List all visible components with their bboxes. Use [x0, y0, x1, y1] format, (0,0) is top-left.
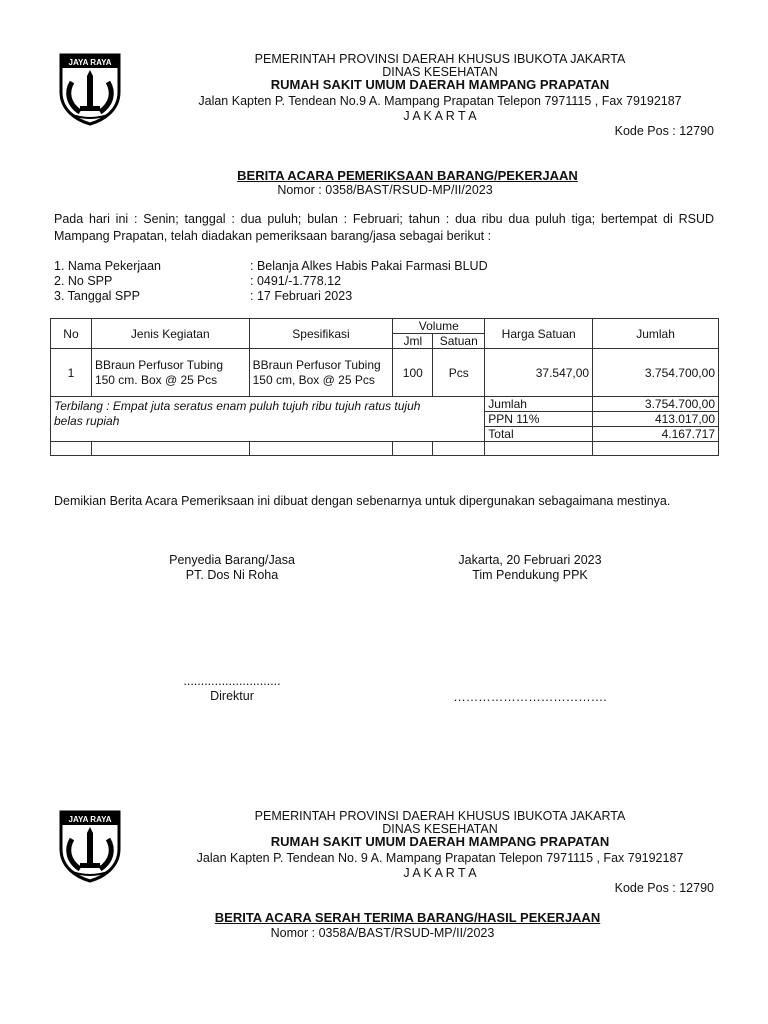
table-row	[51, 349, 719, 397]
logo-motto: JAYA RAYA	[68, 58, 112, 67]
cell-jml: 100	[393, 349, 433, 397]
kop-city: J A K A R T A	[403, 109, 477, 123]
total-label-jumlah: Jumlah	[485, 397, 593, 412]
col-header-volume: Volume	[393, 319, 485, 334]
cell-no: 1	[51, 349, 92, 397]
logo-motto-2: JAYA RAYA	[68, 815, 112, 824]
table-empty-row	[51, 442, 719, 456]
intro-paragraph: Pada hari ini : Senin; tanggal : dua puluh; bulan : Februari; tahun : dua ribu dua puluh tiga; bertempat di RSUD Mampang Prapatan, telah diadakan pemeriksaan barang/jasa sebagai berikut :	[54, 212, 714, 243]
item-label-no-spp: 2. No SPP	[54, 274, 113, 288]
signature-left-org: PT. Dos Ni Roha	[185, 568, 279, 582]
col-header-satuan: Satuan	[433, 334, 485, 349]
total-label-total: Total	[485, 427, 593, 442]
item-label-tanggal-spp: 3. Tanggal SPP	[54, 289, 140, 303]
cell-jumlah: 3.754.700,00	[593, 349, 719, 397]
total-label-ppn: PPN 11%	[485, 412, 593, 427]
total-value-jumlah: 3.754.700,00	[593, 397, 719, 412]
item-value-no-spp: : 0491/-1.778.12	[250, 274, 342, 288]
cell-harga: 37.547,00	[485, 349, 593, 397]
item-label-nama-pekerjaan: 1. Nama Pekerjaan	[54, 259, 162, 273]
col-header-jenis: Jenis Kegiatan	[91, 319, 249, 349]
col-header-no: No	[51, 319, 92, 349]
kop2-hospital-name: RUMAH SAKIT UMUM DAERAH MAMPANG PRAPATAN	[270, 834, 610, 849]
item-value-tanggal-spp: : 17 Februari 2023	[250, 289, 353, 303]
signature-left-role: Penyedia Barang/Jasa	[169, 553, 295, 567]
kop-hospital-name: RUMAH SAKIT UMUM DAERAH MAMPANG PRAPATAN	[270, 77, 610, 92]
signature-left-title: Direktur	[210, 689, 254, 703]
cell-spesifikasi: BBraun Perfusor Tubing 150 cm, Box @ 25 Pcs	[249, 349, 393, 397]
kop2-agency: DINAS KESEHATAN	[382, 822, 498, 836]
col-header-jumlah: Jumlah	[593, 319, 719, 349]
doc2-number: Nomor : 0358A/BAST/RSUD-MP/II/2023	[270, 926, 495, 940]
doc-number: Nomor : 0358/BAST/RSUD-MP/II/2023	[277, 183, 493, 197]
inspection-table	[50, 318, 719, 456]
kop2-postal-code: Kode Pos : 12790	[614, 881, 714, 895]
signature-left-line: ............................	[183, 674, 281, 688]
terbilang-text: Terbilang : Empat juta seratus enam puluh tujuh ribu tujuh ratus tujuh belas rupiah	[51, 397, 485, 442]
closing-paragraph: Demikian Berita Acara Pemeriksaan ini dibuat dengan sebenarnya untuk dipergunakan sebagaimana mestinya.	[54, 494, 671, 508]
doc-title: BERITA ACARA PEMERIKSAAN BARANG/PEKERJAAN	[237, 168, 578, 183]
total-value-ppn: 413.017,00	[593, 412, 719, 427]
total-value-total: 4.167.717	[593, 427, 719, 442]
kop2-government: PEMERINTAH PROVINSI DAERAH KHUSUS IBUKOTA JAKARTA	[254, 809, 626, 823]
signature-right-place-date: Jakarta, 20 Februari 2023	[458, 553, 602, 567]
kop2-city: J A K A R T A	[403, 866, 477, 880]
cell-satuan: Pcs	[433, 349, 485, 397]
kop2-address: Jalan Kapten P. Tendean No. 9 A. Mampang Prapatan Telepon 7971115 , Fax 79192187	[196, 851, 684, 865]
signature-right-role: Tim Pendukung PPK	[472, 568, 588, 582]
col-header-spesifikasi: Spesifikasi	[249, 319, 393, 349]
doc2-title: BERITA ACARA SERAH TERIMA BARANG/HASIL PEKERJAAN	[214, 910, 601, 925]
kop-agency: DINAS KESEHATAN	[382, 65, 498, 79]
jakarta-crest-logo-2	[58, 809, 122, 883]
kop-address: Jalan Kapten P. Tendean No.9 A. Mampang Prapatan Telepon 7971115 , Fax 79192187	[198, 94, 682, 108]
jakarta-crest-logo	[58, 52, 122, 126]
kop-postal-code: Kode Pos : 12790	[614, 124, 714, 138]
cell-jenis: BBraun Perfusor Tubing 150 cm. Box @ 25 Pcs	[91, 349, 249, 397]
item-value-nama-pekerjaan: : Belanja Alkes Habis Pakai Farmasi BLUD	[250, 259, 488, 273]
col-header-harga: Harga Satuan	[485, 319, 593, 349]
kop-government: PEMERINTAH PROVINSI DAERAH KHUSUS IBUKOTA JAKARTA	[254, 52, 626, 66]
signature-right-line: ……………………………….	[453, 690, 607, 704]
col-header-jml: Jml	[393, 334, 433, 349]
